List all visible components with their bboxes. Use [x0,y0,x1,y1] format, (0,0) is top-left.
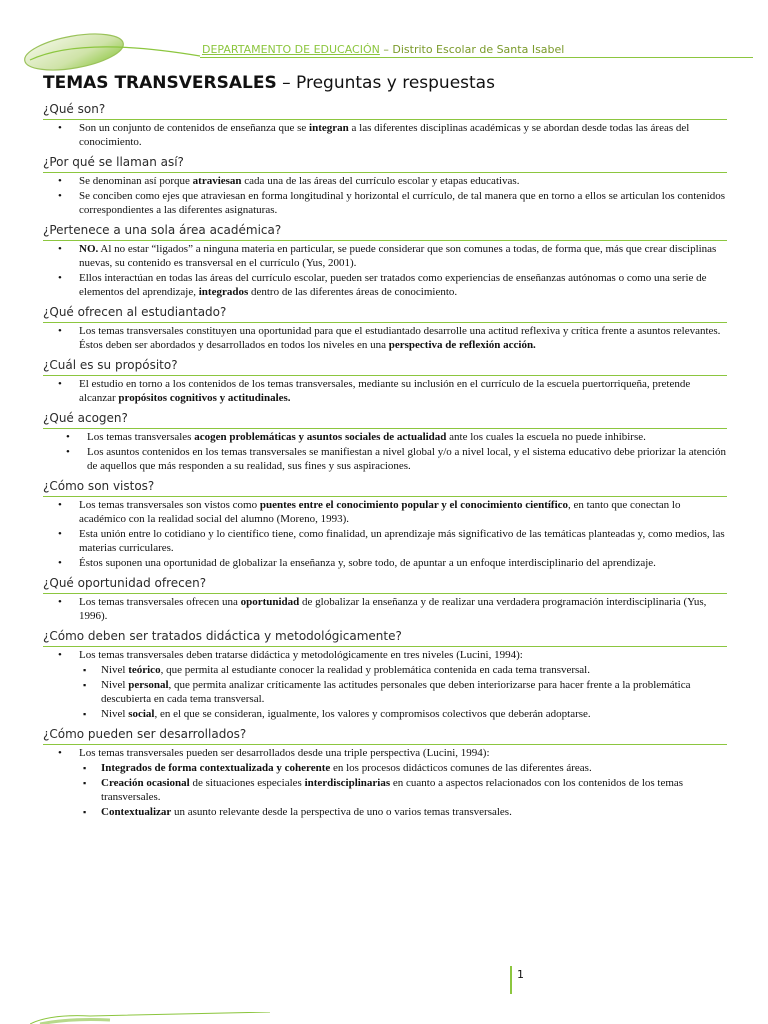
section-question: ¿Por qué se llaman así? [43,153,727,173]
sub-list-item: ▪ Nivel social, en el que se consideran, igualmente, los valores y compromisos colectivos que deberán adoptarse. [43,707,727,721]
page-number-rule [510,966,512,994]
sub-list-item: ▪ Nivel personal, que permita analizar críticamente las actitudes personales que deben interiorizarse para hacer frente a la problemática descubierta en cada tema transversal. [43,678,727,706]
answer-list [43,377,727,409]
answer-list [43,595,727,627]
qa-section [43,153,727,221]
section-question: ¿Qué oportunidad ofrecen? [43,574,727,594]
list-item: • Los asuntos contenidos en los temas transversales se manifiestan a nivel global y/o a nivel local, y el sistema educativo debe priorizar la atención de aquellos que más responden a su realidad, sus fines y sus aspiraciones. [43,445,727,473]
list-item: • Ellos interactúan en todas las áreas del currículo escolar, pueden ser tratados como experiencias de enseñanzas autónomas o como una serie de elementos del aprendizaje, integrados dentro de las diferentes áreas de conocimiento. [43,271,727,299]
section-question: ¿Cómo son vistos? [43,477,727,497]
list-item: • El estudio en torno a los contenidos de los temas transversales, mediante su inclusión en el currículo de la escuela puertorriqueña, pretende alcanzar propósitos cognitivos y actitudinales. [43,377,727,405]
list-item: • Son un conjunto de contenidos de enseñanza que se integran a las diferentes disciplinas académicas y se abordan desde todas las áreas del conocimiento. [43,121,727,149]
section-question: ¿Cuál es su propósito? [43,356,727,376]
list-item: • Los temas transversales deben tratarse didáctica y metodológicamente en tres niveles (Lucini, 1994): [43,648,727,662]
list-item: • Esta unión entre lo cotidiano y lo científico tiene, como finalidad, un aprendizaje más significativo de las temáticas planteadas y, como medios, las materias curriculares. [43,527,727,555]
qa-section [43,356,727,409]
list-item: • Se conciben como ejes que atraviesan en forma longitudinal y horizontal el currículo, de tal manera que en torno a ellos se articulan los contenidos correspondientes a las diferentes asignaturas. [43,189,727,217]
list-item: • NO. Al no estar “ligados” a ninguna materia en particular, se puede considerar que son comunes a todas, de forma que, más que crear disciplinas nuevas, su contenido es transversal en el currículo (Yus, 2001). [43,242,727,270]
answer-list [43,324,727,356]
qa-content [43,100,727,823]
list-item: • Éstos suponen una oportunidad de globalizar la enseñanza y, sobre todo, de apuntar a un enfoque interdisciplinario del aprendizaje. [43,556,727,570]
answer-list [43,430,727,477]
list-item: • Los temas transversales acogen problemáticas y asuntos sociales de actualidad ante los cuales la escuela no puede inhibirse. [43,430,727,444]
qa-section [43,477,727,574]
sub-list-item: ▪ Creación ocasional de situaciones especiales interdisciplinarias en cuanto a aspectos relacionados con los contenidos de los temas transversales. [43,776,727,804]
sub-list-item: ▪ Nivel teórico, que permita al estudiante conocer la realidad y problemática contenida en cada tema transversal. [43,663,727,677]
list-item: • Los temas transversales ofrecen una oportunidad de globalizar la enseñanza y de realizar una verdadera programación interdisciplinaria (Yus, 1996). [43,595,727,623]
answer-list [43,498,727,574]
footer-swoosh-decoration [30,1012,280,1024]
header-text [202,43,564,56]
department-name: DEPARTAMENTO DE EDUCACIÓN [202,43,380,56]
list-item: • Los temas transversales pueden ser desarrollados desde una triple perspectiva (Lucini, 1994): [43,746,727,760]
answer-list [43,242,727,303]
section-question: ¿Qué ofrecen al estudiantado? [43,303,727,323]
answer-list [43,648,727,725]
section-question: ¿Cómo deben ser tratados didáctica y metodológicamente? [43,627,727,647]
header-rule [200,57,753,58]
title-main: TEMAS TRANSVERSALES [43,73,277,93]
qa-section [43,574,727,627]
answer-list [43,121,727,153]
qa-section [43,303,727,356]
qa-section [43,725,727,823]
list-item: • Los temas transversales son vistos como puentes entre el conocimiento popular y el conocimiento científico, en tanto que conectan lo académico con la realidad social del alumno (Moreno, 1993). [43,498,727,526]
sub-list-item: ▪ Integrados de forma contextualizada y coherente en los procesos didácticos comunes de las diferentes áreas. [43,761,727,775]
title-rest: – Preguntas y respuestas [276,73,495,93]
leaf-swoosh-logo [22,30,202,74]
section-question: ¿Cómo pueden ser desarrollados? [43,725,727,745]
qa-section [43,627,727,725]
qa-section [43,221,727,303]
qa-section [43,409,727,477]
list-item: • Se denominan así porque atraviesan cada una de las áreas del currículo escolar y etapas educativas. [43,174,727,188]
section-question: ¿Pertenece a una sola área académica? [43,221,727,241]
answer-list [43,174,727,221]
district-name: – Distrito Escolar de Santa Isabel [379,43,565,56]
page-title [43,73,495,93]
qa-section [43,100,727,153]
section-question: ¿Qué son? [43,100,727,120]
section-question: ¿Qué acogen? [43,409,727,429]
answer-list [43,746,727,823]
page-number: 1 [517,968,524,981]
list-item: • Los temas transversales constituyen una oportunidad para que el estudiantado desarrolle una actitud reflexiva y crítica frente a asuntos relevantes. Éstos deben ser abordados y desarrollados en todos los niveles en una perspectiva de reflexión acción. [43,324,727,352]
sub-list-item: ▪ Contextualizar un asunto relevante desde la perspectiva de uno o varios temas transversales. [43,805,727,819]
